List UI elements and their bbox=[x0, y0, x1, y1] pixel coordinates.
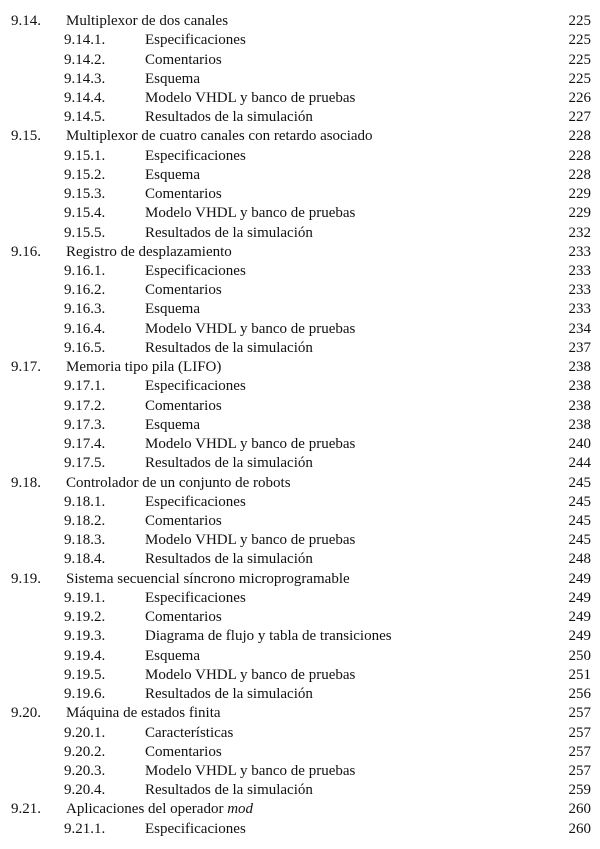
toc-entry-page-number: 226 bbox=[568, 89, 591, 106]
toc-subsection-entry bbox=[0, 281, 600, 300]
toc-entry-number: 9.18.4. bbox=[64, 551, 106, 568]
toc-entry-page-number: 257 bbox=[568, 743, 591, 760]
toc-entry-number: 9.16.3. bbox=[64, 301, 106, 318]
toc-entry-title-text: Modelo VHDL y banco de pruebas bbox=[145, 763, 356, 779]
toc-entry-title-text: Resultados de la simulación bbox=[145, 224, 313, 241]
toc-entry-title-text: Comentarios bbox=[145, 609, 222, 626]
toc-entry-title-text: Especificaciones bbox=[145, 378, 246, 395]
toc-entry-title bbox=[66, 127, 373, 146]
toc-entry-page-number: 225 bbox=[568, 32, 591, 49]
toc-entry-title-text: Especificaciones bbox=[145, 263, 246, 279]
toc-subsection-entry bbox=[0, 666, 600, 685]
toc-entry-title-text: Diagrama de flujo y tabla de transiciones bbox=[145, 628, 392, 645]
toc-entry-page-number: 228 bbox=[568, 128, 591, 145]
toc-entry-title bbox=[145, 377, 246, 396]
toc-entry-number: 9.19.6. bbox=[64, 686, 106, 703]
toc-entry-number: 9.15.1. bbox=[64, 147, 106, 164]
toc-entry-title-text: Aplicaciones del operador bbox=[66, 801, 224, 818]
toc-entry-title-text: Esquema bbox=[145, 647, 200, 664]
toc-subsection-entry bbox=[0, 51, 600, 70]
toc-entry-title bbox=[145, 512, 222, 531]
toc-entry-title-text: Comentarios bbox=[145, 282, 222, 299]
toc-entry-title-text: Modelo VHDL y banco de pruebas bbox=[145, 89, 356, 106]
toc-entry-page-number: 259 bbox=[568, 782, 591, 799]
toc-entry-title bbox=[66, 704, 221, 723]
toc-entry-number: 9.17.5. bbox=[64, 455, 106, 472]
toc-entry-title-text: Resultados de la simulación bbox=[145, 455, 313, 472]
toc-subsection-entry bbox=[0, 166, 600, 185]
toc-entry-page-number: 238 bbox=[568, 378, 591, 395]
toc-section-entry bbox=[0, 800, 600, 819]
toc-subsection-entry bbox=[0, 300, 600, 319]
toc-subsection-entry bbox=[0, 435, 600, 454]
toc-subsection-entry bbox=[0, 185, 600, 204]
toc-entry-number: 9.14.4. bbox=[64, 89, 106, 106]
toc-entry-page-number: 248 bbox=[568, 551, 591, 568]
toc-entry-title-text: Resultados de la simulación bbox=[145, 551, 313, 568]
toc-entry-number: 9.15.4. bbox=[64, 205, 106, 222]
toc-subsection-entry bbox=[0, 589, 600, 608]
toc-entry-title-text: Características bbox=[145, 724, 234, 741]
toc-section-entry bbox=[0, 12, 600, 31]
toc-subsection-entry bbox=[0, 204, 600, 223]
toc-entry-title-text: Resultados de la simulación bbox=[145, 339, 313, 356]
toc-section-entry bbox=[0, 570, 600, 589]
toc-entry-title bbox=[145, 147, 246, 166]
toc-entry-number: 9.17. bbox=[11, 359, 41, 376]
toc-subsection-entry bbox=[0, 627, 600, 646]
toc-entry-number: 9.15.3. bbox=[64, 186, 106, 203]
toc-entry-title-text: Comentarios bbox=[145, 186, 222, 203]
toc-entry-title bbox=[145, 493, 246, 512]
toc-entry-title bbox=[145, 531, 355, 550]
toc-entry-number: 9.20.3. bbox=[64, 763, 106, 779]
toc-subsection-entry bbox=[0, 647, 600, 666]
toc-entry-page-number: 234 bbox=[568, 320, 591, 337]
toc-entry-page-number: 233 bbox=[568, 282, 591, 299]
toc-subsection-entry bbox=[0, 531, 600, 550]
toc-entry-title-text: Especificaciones bbox=[145, 147, 246, 164]
toc-entry-title-text: Modelo VHDL y banco de pruebas bbox=[145, 532, 356, 549]
toc-entry-title-text: Multiplexor de dos canales bbox=[66, 13, 229, 29]
toc-entry-title bbox=[66, 570, 350, 589]
toc-entry-page-number: 249 bbox=[568, 628, 591, 645]
toc-entry-number: 9.16. bbox=[11, 243, 41, 260]
toc-entry-page-number: 225 bbox=[568, 51, 591, 68]
toc-entry-page-number: 228 bbox=[568, 166, 591, 183]
toc-entry-title bbox=[145, 820, 246, 839]
toc-entry-number: 9.19.1. bbox=[64, 589, 106, 606]
toc-entry-title-text: Comentarios bbox=[145, 51, 222, 68]
toc-entry-page-number: 232 bbox=[568, 224, 591, 241]
toc-entry-title-text: Esquema bbox=[145, 166, 200, 183]
toc-entry-title-text: Multiplexor de cuatro canales con retardo asociado bbox=[66, 128, 373, 145]
toc-entry-title bbox=[66, 800, 253, 819]
toc-entry-page-number: 256 bbox=[568, 686, 591, 703]
toc-subsection-entry bbox=[0, 70, 600, 89]
toc-entry-page-number: 257 bbox=[568, 763, 591, 779]
toc-entry-number: 9.18. bbox=[11, 474, 41, 491]
toc-entry-page-number: 225 bbox=[568, 70, 591, 87]
toc-entry-number: 9.19.5. bbox=[64, 666, 106, 683]
toc-entry-title bbox=[145, 589, 246, 608]
toc-entry-title-text: Comentarios bbox=[145, 513, 222, 529]
toc-subsection-entry bbox=[0, 31, 600, 50]
toc-entry-title-text: Especificaciones bbox=[145, 589, 246, 606]
toc-entry-title bbox=[145, 762, 355, 781]
toc-entry-number: 9.15. bbox=[11, 128, 41, 145]
toc-entry-title bbox=[145, 339, 313, 358]
toc-subsection-entry bbox=[0, 262, 600, 281]
toc-entry-title-text: Comentarios bbox=[145, 743, 222, 760]
toc-entry-page-number: 245 bbox=[568, 513, 591, 529]
toc-subsection-entry bbox=[0, 147, 600, 166]
toc-entry-title bbox=[66, 243, 232, 262]
toc-entry-number: 9.15.2. bbox=[64, 166, 106, 183]
toc-entry-title-text: Modelo VHDL y banco de pruebas bbox=[145, 666, 356, 683]
toc-entry-title-text: Registro de desplazamiento bbox=[66, 243, 232, 260]
toc-entry-page-number: 233 bbox=[568, 243, 591, 260]
toc-entry-title bbox=[145, 666, 355, 685]
toc-subsection-entry bbox=[0, 89, 600, 108]
toc-entry-number: 9.14.3. bbox=[64, 70, 106, 87]
toc-entry-page-number: 240 bbox=[568, 436, 591, 453]
toc-entry-title-text: Sistema secuencial síncrono microprogramable bbox=[66, 570, 350, 587]
toc-entry-page-number: 228 bbox=[568, 147, 591, 164]
toc-entry-title bbox=[145, 550, 313, 569]
toc-entry-number: 9.14. bbox=[11, 13, 41, 29]
toc-entry-page-number: 257 bbox=[568, 705, 591, 722]
toc-entry-page-number: 249 bbox=[568, 589, 591, 606]
toc-entry-title-emphasis: mod bbox=[227, 801, 254, 818]
toc-section-entry bbox=[0, 127, 600, 146]
toc-entry-number: 9.18.1. bbox=[64, 493, 106, 510]
toc-section-entry bbox=[0, 704, 600, 723]
toc-entry-title-text: Comentarios bbox=[145, 397, 222, 414]
toc-subsection-entry bbox=[0, 512, 600, 531]
toc-entry-title-text: Especificaciones bbox=[145, 32, 246, 49]
toc-entry-page-number: 229 bbox=[568, 205, 591, 222]
toc-entry-title-text: Controlador de un conjunto de robots bbox=[66, 474, 291, 491]
toc-entry-page-number: 229 bbox=[568, 186, 591, 203]
toc-entry-number: 9.16.2. bbox=[64, 282, 106, 299]
toc-entry-number: 9.20.4. bbox=[64, 782, 106, 799]
toc-entry-title bbox=[145, 647, 200, 666]
toc-entry-title-text: Resultados de la simulación bbox=[145, 782, 313, 799]
toc-entry-number: 9.17.2. bbox=[64, 397, 106, 414]
toc-entry-title bbox=[145, 743, 222, 762]
toc-entry-title bbox=[145, 262, 246, 281]
toc-entry-page-number: 251 bbox=[568, 666, 591, 683]
toc-subsection-entry bbox=[0, 781, 600, 800]
toc-entry-title-text: Máquina de estados finita bbox=[66, 705, 221, 722]
toc-entry-number: 9.21.1. bbox=[64, 820, 106, 837]
toc-entry-title bbox=[145, 185, 222, 204]
toc-subsection-entry bbox=[0, 820, 600, 839]
toc-entry-title bbox=[145, 416, 200, 435]
toc-entry-title bbox=[145, 204, 355, 223]
toc-subsection-entry bbox=[0, 108, 600, 127]
toc-entry-title bbox=[66, 474, 291, 493]
toc-entry-page-number: 233 bbox=[568, 263, 591, 279]
toc-entry-number: 9.16.1. bbox=[64, 263, 106, 279]
toc-entry-page-number: 245 bbox=[568, 493, 591, 510]
toc-entry-title bbox=[145, 435, 355, 454]
toc-subsection-entry bbox=[0, 724, 600, 743]
toc-subsection-entry bbox=[0, 454, 600, 473]
toc-entry-title-text: Esquema bbox=[145, 416, 200, 433]
toc-entry-page-number: 257 bbox=[568, 724, 591, 741]
toc-entry-title bbox=[145, 51, 222, 70]
toc-entry-number: 9.16.5. bbox=[64, 339, 106, 356]
toc-entry-page-number: 238 bbox=[568, 416, 591, 433]
toc-entry-number: 9.19.2. bbox=[64, 609, 106, 626]
toc-entry-title bbox=[145, 454, 313, 473]
toc-entry-title bbox=[66, 358, 221, 377]
toc-entry-number: 9.20.2. bbox=[64, 743, 106, 760]
toc-entry-number: 9.18.2. bbox=[64, 513, 106, 529]
toc-subsection-entry bbox=[0, 416, 600, 435]
toc-entry-title bbox=[145, 281, 222, 300]
toc-entry-number: 9.14.2. bbox=[64, 51, 106, 68]
toc-subsection-entry bbox=[0, 493, 600, 512]
toc-section-entry bbox=[0, 474, 600, 493]
toc-entry-page-number: 250 bbox=[568, 647, 591, 664]
toc-entry-number: 9.19.3. bbox=[64, 628, 106, 645]
toc-subsection-entry bbox=[0, 608, 600, 627]
toc-entry-number: 9.19.4. bbox=[64, 647, 106, 664]
toc-entry-title-text: Modelo VHDL y banco de pruebas bbox=[145, 205, 356, 222]
toc-entry-page-number: 244 bbox=[568, 455, 591, 472]
toc-entry-page-number: 225 bbox=[568, 13, 591, 29]
toc-entry-title bbox=[145, 300, 200, 319]
toc-entry-title bbox=[145, 627, 392, 646]
toc-entry-title-text: Especificaciones bbox=[145, 493, 246, 510]
toc-entry-title bbox=[145, 781, 313, 800]
toc-entry-title-text: Resultados de la simulación bbox=[145, 686, 313, 703]
toc-entry-number: 9.17.4. bbox=[64, 436, 106, 453]
toc-entry-title-text: Memoria tipo pila (LIFO) bbox=[66, 359, 222, 376]
toc-entry-title bbox=[145, 31, 246, 50]
toc-entry-number: 9.15.5. bbox=[64, 224, 106, 241]
toc-entry-page-number: 249 bbox=[568, 570, 591, 587]
toc-entry-title bbox=[145, 166, 200, 185]
toc-section-entry bbox=[0, 243, 600, 262]
toc-entry-page-number: 260 bbox=[568, 820, 591, 837]
toc-subsection-entry bbox=[0, 397, 600, 416]
toc-entry-title-text: Modelo VHDL y banco de pruebas bbox=[145, 436, 356, 453]
toc-entry-number: 9.21. bbox=[11, 801, 41, 818]
toc-subsection-entry bbox=[0, 743, 600, 762]
toc-entry-page-number: 249 bbox=[568, 609, 591, 626]
toc-entry-page-number: 237 bbox=[568, 339, 591, 356]
toc-entry-number: 9.16.4. bbox=[64, 320, 106, 337]
toc-entry-title bbox=[66, 12, 228, 31]
toc-entry-number: 9.19. bbox=[11, 570, 41, 587]
toc-entry-page-number: 245 bbox=[568, 532, 591, 549]
toc-entry-page-number: 233 bbox=[568, 301, 591, 318]
toc-entry-title bbox=[145, 70, 200, 89]
toc-entry-number: 9.17.1. bbox=[64, 378, 106, 395]
toc-entry-title bbox=[145, 89, 355, 108]
toc-entry-number: 9.17.3. bbox=[64, 416, 106, 433]
toc-entry-number: 9.20. bbox=[11, 705, 41, 722]
toc-subsection-entry bbox=[0, 377, 600, 396]
toc-entry-title bbox=[145, 724, 233, 743]
toc-entry-title bbox=[145, 320, 355, 339]
toc-entry-title-text: Especificaciones bbox=[145, 820, 246, 837]
toc-entry-title-text: Modelo VHDL y banco de pruebas bbox=[145, 320, 356, 337]
toc-entry-number: 9.18.3. bbox=[64, 532, 106, 549]
toc-entry-page-number: 238 bbox=[568, 397, 591, 414]
toc-section-entry bbox=[0, 358, 600, 377]
toc-subsection-entry bbox=[0, 685, 600, 704]
toc-entry-page-number: 238 bbox=[568, 359, 591, 376]
toc-entry-number: 9.14.1. bbox=[64, 32, 106, 49]
toc-entry-title-text: Resultados de la simulación bbox=[145, 109, 313, 126]
toc-entry-page-number: 260 bbox=[568, 801, 591, 818]
toc-entry-number: 9.14.5. bbox=[64, 109, 106, 126]
toc-subsection-entry bbox=[0, 320, 600, 339]
toc-entry-number: 9.20.1. bbox=[64, 724, 106, 741]
toc-entry-page-number: 245 bbox=[568, 474, 591, 491]
toc-entry-title bbox=[145, 224, 313, 243]
toc-entry-title bbox=[145, 608, 222, 627]
toc-subsection-entry bbox=[0, 339, 600, 358]
toc-subsection-entry bbox=[0, 550, 600, 569]
toc-subsection-entry bbox=[0, 762, 600, 781]
toc-entry-title-text: Esquema bbox=[145, 70, 200, 87]
toc-entry-page-number: 227 bbox=[568, 109, 591, 126]
toc-entry-title bbox=[145, 108, 313, 127]
toc-entry-title bbox=[145, 685, 313, 704]
toc-entry-title bbox=[145, 397, 222, 416]
toc-entry-title-text: Esquema bbox=[145, 301, 200, 318]
toc-subsection-entry bbox=[0, 224, 600, 243]
